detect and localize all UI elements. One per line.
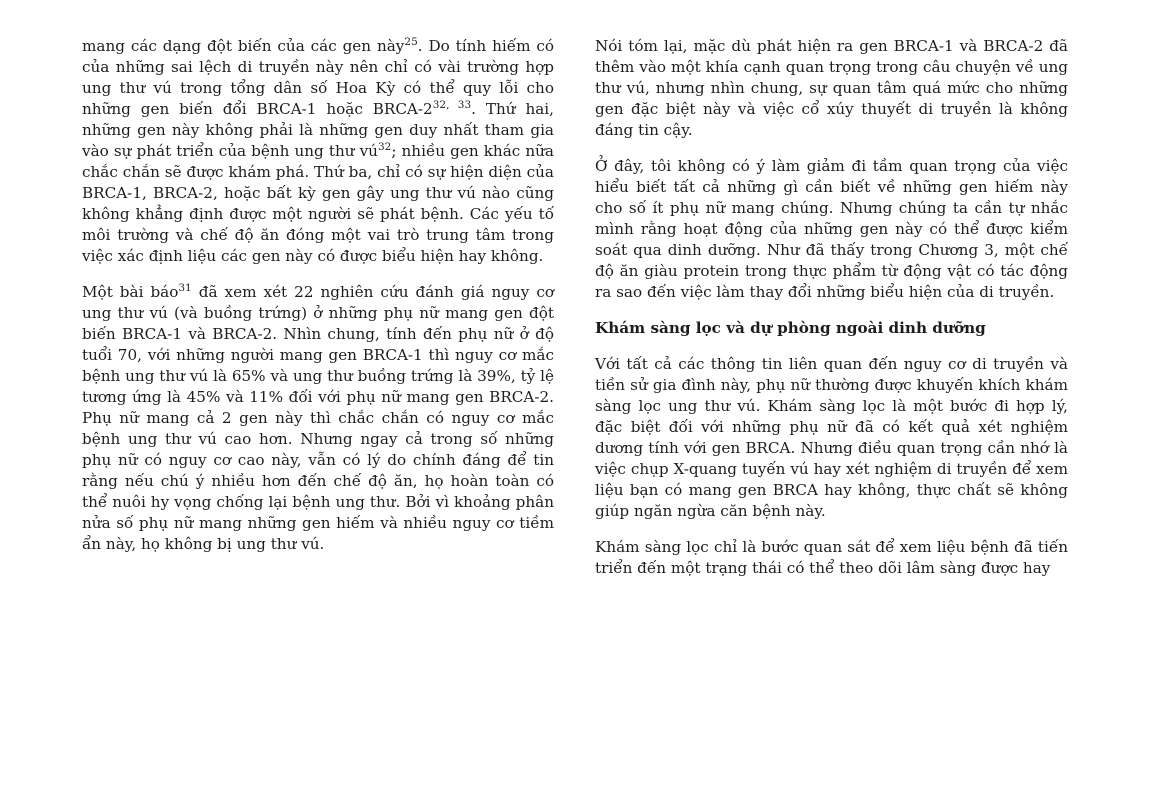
citation-ref: 32	[377, 141, 392, 153]
paragraph-summary: Nói tóm lại, mặc dù phát hiện ra gen BRCA-1 và BRCA-2 đã thêm vào một khía cạnh quan trọng trong câu chuyện về ung thư vú, nhưng nhìn chung, sự quan tâm quá mức cho những gen đặc biệt này và việc cổ xúy thuyết di truyền là không đáng tin cậy.	[595, 37, 1068, 139]
text-run: ; nhiều gen khác nữa chắc chắn sẽ được khám phá. Thứ ba, chỉ có sự hiện diện của BRCA-1, BRCA-2, hoặc bất kỳ gen gây ung thư vú nào cũng không khẳng định được một người sẽ phát bệnh. Các yếu tố môi trường và chế độ ăn đóng một vai trò trung tâm trong việc xác định liệu các gen này có được biểu hiện hay không.	[82, 142, 554, 265]
citation-ref: 31	[178, 282, 192, 294]
left-column	[82, 36, 554, 570]
paragraph-screening-observation: Khám sàng lọc chỉ là bước quan sát để xem liệu bệnh đã tiến triển đến một trạng thái có thể theo dõi lâm sàng được hay	[595, 538, 1068, 577]
right-column	[595, 36, 1068, 594]
text-run: . Do tính hiếm có của những sai lệch di truyền này nên chỉ có vài trường hợp ung thư vú trong tổng dân số Hoa Kỳ có thể quy lỗi cho những gen biến đổi BRCA-1 hoặc BRCA-2	[82, 37, 555, 118]
text-run: Một bài báo	[82, 283, 179, 301]
section-heading: Khám sàng lọc và dự phòng ngoài dinh dưỡng	[595, 319, 986, 337]
paragraph-genetic-factors	[82, 36, 554, 267]
text-run: mang các dạng đột biến của các gen này	[82, 37, 405, 55]
paragraph-screening: Với tất cả các thông tin liên quan đến nguy cơ di truyền và tiền sử gia đình này, phụ nữ thường được khuyến khích khám sàng lọc ung thư vú. Khám sàng lọc là một bước đi hợp lý, đặc biệt đối với những phụ nữ đã có kết quả xét nghiệm dương tính với gen BRCA. Nhưng điều quan trọng cần nhớ là việc chụp X-quang tuyến vú hay xét nghiệm di truyền để xem liệu bạn có mang gen BRCA hay không, thực chất sẽ không giúp ngăn ngừa căn bệnh này.	[595, 355, 1068, 520]
citation-ref: 32, 33	[432, 99, 472, 111]
citation-ref: 25	[404, 36, 418, 48]
text-run: . Thứ hai, những gen này không phải là những gen duy nhất tham gia vào sự phát triển của bệnh ung thư vú	[82, 100, 554, 160]
text-run: đã xem xét 22 nghiên cứu đánh giá nguy cơ ung thư vú (và buồng trứng) ở những phụ nữ mang gen đột biến BRCA-1 và BRCA-2. Nhìn chung, tính đến phụ nữ ở độ tuổi 70, với những người mang gen BRCA-1 thì nguy cơ mắc bệnh ung thư vú là 65% và ung thư buồng trứng là 39%, tỷ lệ tương ứng là 45% và 11% đối với phụ nữ mang gen BRCA-2. Phụ nữ mang cả 2 gen này thì chắc chắn có nguy cơ mắc bệnh ung thư vú cao hơn. Nhưng ngay cả trong số những phụ nữ có nguy cơ cao này, vẫn có lý do chính đáng để tin rằng nếu chú ý nhiều hơn đến chế độ ăn, họ hoàn toàn có thể nuôi hy vọng chống lại bệnh ung thư. Bởi vì khoảng phân nửa số phụ nữ mang những gen hiếm và nhiều nguy cơ tiềm ẩn này, họ không bị ung thư vú.	[82, 283, 554, 553]
paragraph-gene-control: Ở đây, tôi không có ý làm giảm đi tầm quan trọng của việc hiểu biết tất cả những gì cần biết về những gen hiếm này cho số ít phụ nữ mang chúng. Nhưng chúng ta cần tự nhắc mình rằng hoạt động của những gen này có thể được kiểm soát qua dinh dưỡng. Như đã thấy trong Chương 3, một chế độ ăn giàu protein trong thực phẩm từ động vật có tác động ra sao đến việc làm thay đổi những biểu hiện của di truyền.	[595, 157, 1068, 301]
paragraph-brca-study	[82, 282, 554, 555]
